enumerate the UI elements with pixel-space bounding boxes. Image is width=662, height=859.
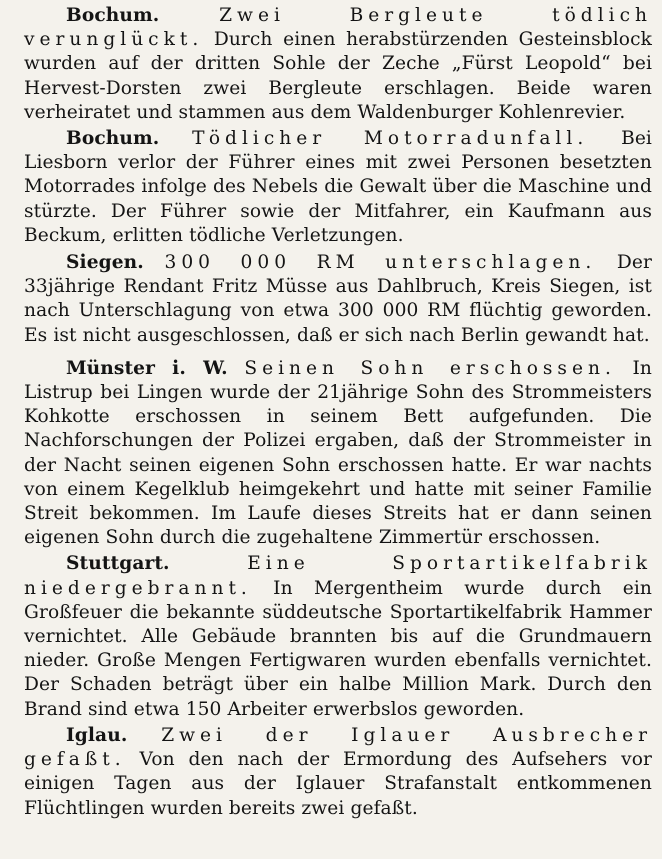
dateline: Stuttgart. [66,553,170,575]
dateline: Bochum. [66,5,160,26]
news-item-siegen [24,251,652,348]
article-body: Von den nach der Ermordung des Aufsehers vor einigen Tagen aus der Iglauer Strafanstalt entkommenen Flüchtlingen wurden bereits zwei gefaßt. [24,749,653,819]
article-body: Der 33jährige Rendant Fritz Müsse aus Dahlbruch, Kreis Siegen, ist nach Unterschlagung von etwa 300 000 RM flüchtig geworden. Es ist nicht ausgeschlossen, daß er sich nach Berlin gewandt hat. [24,252,653,346]
news-item-stuttgart [24,552,652,721]
news-item-muenster [24,357,652,551]
news-item-iglau [24,724,652,821]
article-body: Bei Liesborn verlor der Führer eines mit zwei Personen besetzten Motorrades infolge des Nebels die Gewalt über die Maschine und stürzte. Der Führer sowie der Mitfahrer, ein Kaufmann aus Beckum, erlitten tödliche Verletzungen. [24,128,652,246]
news-item-bochum-bergleute [24,4,652,125]
headline: 300 000 RM unterschlagen. [164,252,597,274]
headline: Eine Sportartikelfabrik niedergebrannt. [24,553,653,599]
dateline: Siegen. [66,252,144,274]
dateline: Münster i. W. [66,357,228,379]
news-column [24,4,652,821]
headline: Tödlicher Motorradunfall. [192,128,589,150]
article-body: In Mergentheim wurde durch ein Großfeuer die bekannte süddeutsche Sportartikelfabrik Hammer vernichtet. Alle Gebäude brannten bis auf die Grundmauern nieder. Große Mengen Fertigwaren wurden ebenfalls vernichtet. Der Schaden beträgt über ein halbe Million Mark. Durch den Brand sind etwa 150 Arbeiter erwerbslos geworden. [24,577,652,720]
headline: Zwei der Iglauer Ausbrecher gefaßt. [24,724,653,771]
dateline: Bochum. [66,128,160,150]
article-body: Durch einen herabstürzenden Gesteinsblock wurden auf der dritten Sohle der Zeche „Fürst Leopold“ bei Hervest-Dorsten zwei Bergleute erschlagen. Beide waren verheiratet und stammen aus dem Waldenburger Kohlenrevier. [24,29,652,123]
article-body: In Listrup bei Lingen wurde der 21jährige Sohn des Strommeisters Kohkotte erschossen in seinem Bett aufgefunden. Die Nachforschungen der Polizei ergaben, daß der Strommeister in der Nacht seinen eigenen Sohn erschossen hatte. Er war nachts von einem Kegelklub heimgekehrt und hatte mit seiner Familie Streit bekommen. Im Laufe dieses Streits hat er dann seinen eigenen Sohn durch die zugehaltene Zimmertür erschossen. [24,357,653,549]
headline: Zwei Bergleute tödlich verunglückt. [24,5,652,51]
headline: Seinen Sohn erschossen. [244,357,616,379]
news-item-bochum-motorrad [24,127,652,248]
dateline: Iglau. [66,724,128,746]
